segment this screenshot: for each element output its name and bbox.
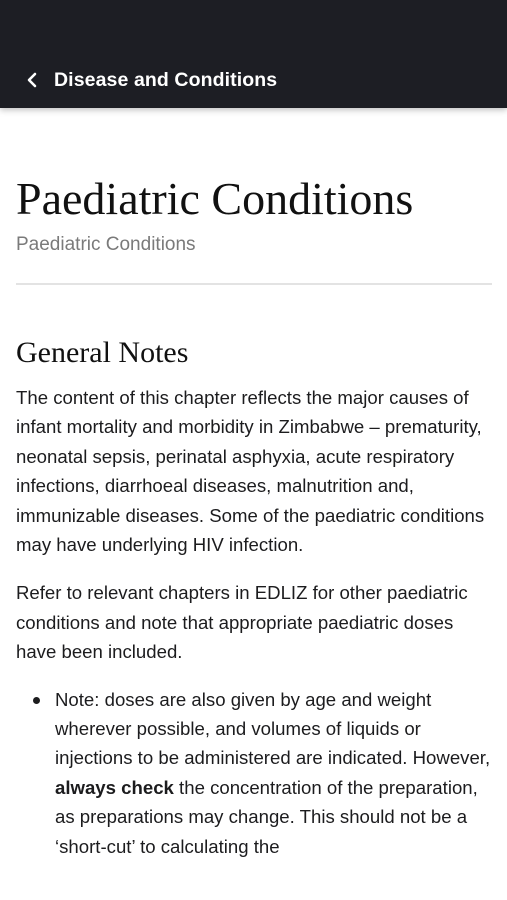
chevron-left-icon [22,70,42,90]
back-button-label: Disease and Conditions [54,68,278,91]
navigation-bar [0,0,507,108]
list-item [16,685,495,861]
article-content [16,108,492,861]
bullet-emphasis: always check [55,776,174,798]
bullet-icon [33,697,40,704]
bullet-text-end: the concentration of the preparation, as preparations may change. This should not be a ‘short-cut’ to calculating the [55,776,478,857]
section-heading: General Notes [16,336,189,369]
back-button[interactable] [22,62,277,98]
paragraph: Refer to relevant chapters in EDLIZ for other paediatric conditions and note that appropriate paediatric doses have been included. [16,582,468,663]
divider [16,283,492,285]
paragraph: The content of this chapter reflects the major causes of infant mortality and morbidity in Zimbabwe – prematurity, neonatal sepsis, perinatal asphyxia, acute respiratory infections, diarrhoeal diseases, malnutrition and, immunizable diseases. Some of the paediatric conditions may have underlying HIV infection. [16,387,485,556]
page-subtitle: Paediatric Conditions [16,234,196,255]
bullet-text-start: Note: doses are also given by age and weight wherever possible, and volumes of liquids or injections to be administered are indicated. However, [55,688,491,769]
bullet-list [16,685,492,861]
page-title: Paediatric Conditions [16,173,414,224]
